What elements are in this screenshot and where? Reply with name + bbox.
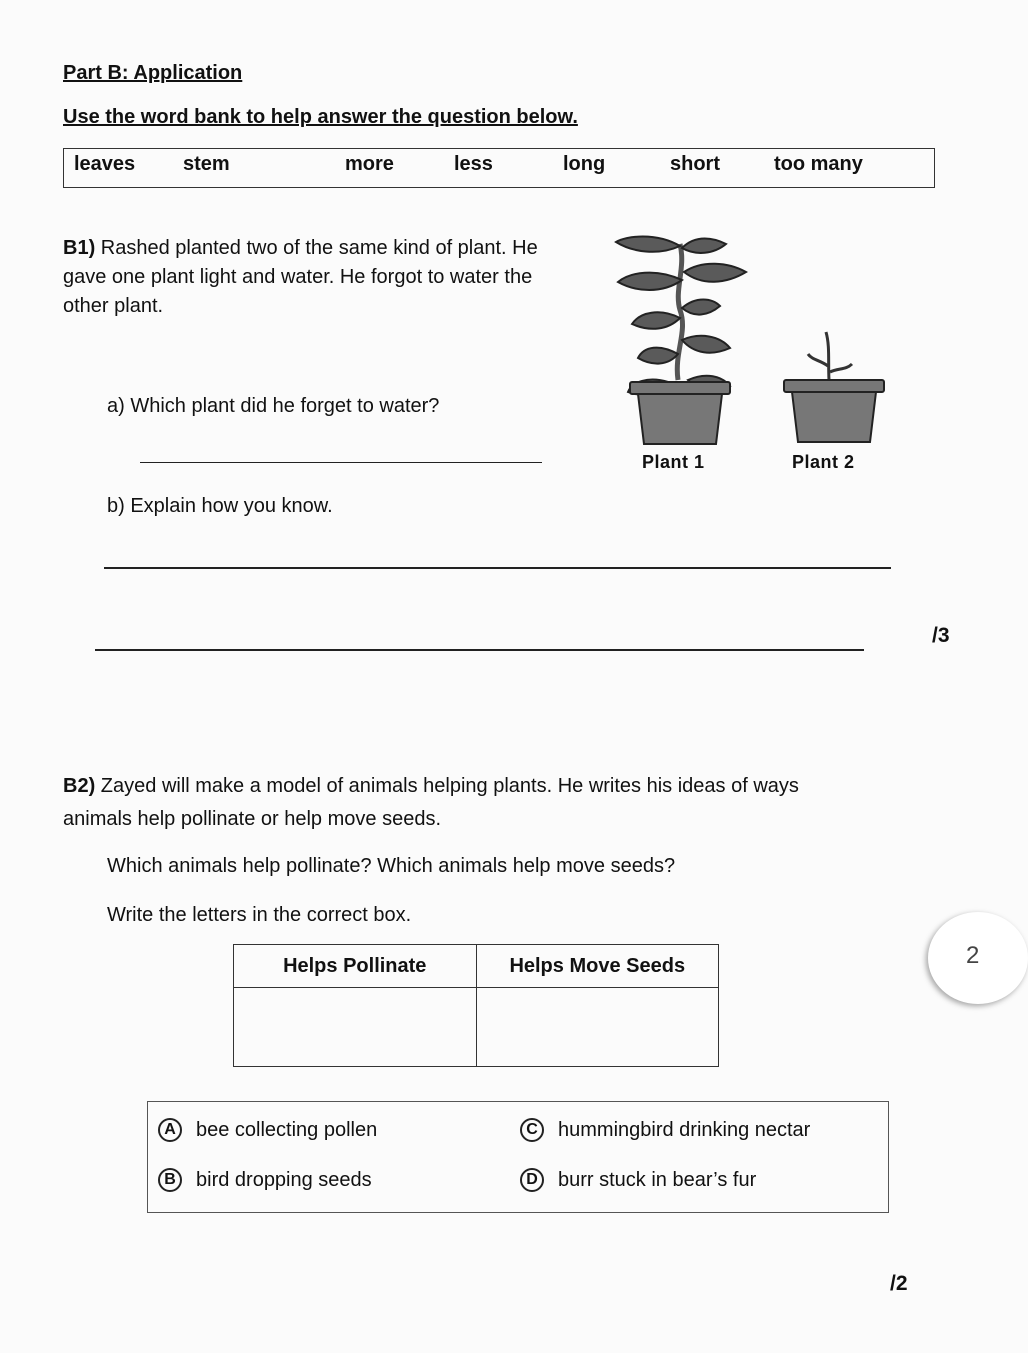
side-tab[interactable] — [928, 912, 1028, 1004]
b2-text-line2: animals help pollinate or help move seeds. — [63, 808, 441, 830]
side-tab-glyph: 2 — [966, 942, 980, 969]
options-box — [147, 1101, 889, 1213]
word-bank-item: leaves — [74, 153, 136, 175]
b1-text-line1: Rashed planted two of the same kind of plant. He — [100, 237, 538, 259]
pollinate-answer-box[interactable] — [234, 988, 477, 1067]
b2-question — [63, 770, 799, 836]
word-bank-item: long — [563, 153, 606, 175]
b1-answer-line-a[interactable] — [140, 462, 542, 463]
option-b — [158, 1168, 372, 1192]
b1-text-line3: other plant. — [63, 295, 164, 317]
b1-question — [63, 234, 538, 321]
move-seeds-answer-box[interactable] — [476, 988, 719, 1067]
option-text-d: burr stuck in bear’s fur — [558, 1168, 757, 1191]
option-letter-c: C — [520, 1118, 544, 1142]
b1-part-b: b) Explain how you know. — [107, 495, 333, 517]
option-text-b: bird dropping seeds — [196, 1168, 372, 1191]
b1-text-line2: gave one plant light and water. He forgot to water the — [63, 266, 533, 288]
header-helps-pollinate: Helps Pollinate — [234, 945, 477, 988]
plant1-icon — [616, 237, 746, 445]
option-d — [520, 1168, 756, 1192]
plant2-icon — [784, 332, 884, 442]
b1-answer-line-b2[interactable] — [95, 649, 864, 651]
b2-score: /2 — [890, 1272, 908, 1295]
word-bank-item: too many — [774, 153, 863, 175]
option-text-c: hummingbird drinking nectar — [558, 1118, 811, 1141]
instruction: Use the word bank to help answer the question below. — [63, 106, 578, 128]
part-title: Part B: Application — [63, 62, 243, 84]
word-bank — [63, 148, 935, 188]
option-letter-b: B — [158, 1168, 182, 1192]
option-text-a: bee collecting pollen — [196, 1118, 378, 1141]
b2-direction: Write the letters in the correct box. — [107, 904, 412, 926]
option-letter-d: D — [520, 1168, 544, 1192]
plant1-label: Plant 1 — [642, 452, 705, 472]
option-letter-a: A — [158, 1118, 182, 1142]
plants-illustration — [596, 232, 896, 452]
option-c — [520, 1118, 810, 1142]
sorting-table — [233, 944, 719, 1067]
word-bank-item: stem — [183, 153, 230, 175]
word-bank-item: less — [454, 153, 493, 175]
b2-prompt: Which animals help pollinate? Which animals help move seeds? — [107, 855, 676, 877]
b2-text-line1: Zayed will make a model of animals helping plants. He writes his ideas of ways — [100, 775, 799, 797]
option-a — [158, 1118, 377, 1142]
word-bank-item: short — [670, 153, 720, 175]
header-helps-move-seeds: Helps Move Seeds — [476, 945, 719, 988]
b1-score: /3 — [932, 624, 950, 647]
word-bank-item: more — [345, 153, 394, 175]
plant2-label: Plant 2 — [792, 452, 855, 472]
b2-number: B2) — [63, 775, 96, 797]
b1-number: B1) — [63, 237, 96, 259]
b1-part-a: a) Which plant did he forget to water? — [107, 395, 440, 417]
b1-answer-line-b1[interactable] — [104, 567, 891, 569]
